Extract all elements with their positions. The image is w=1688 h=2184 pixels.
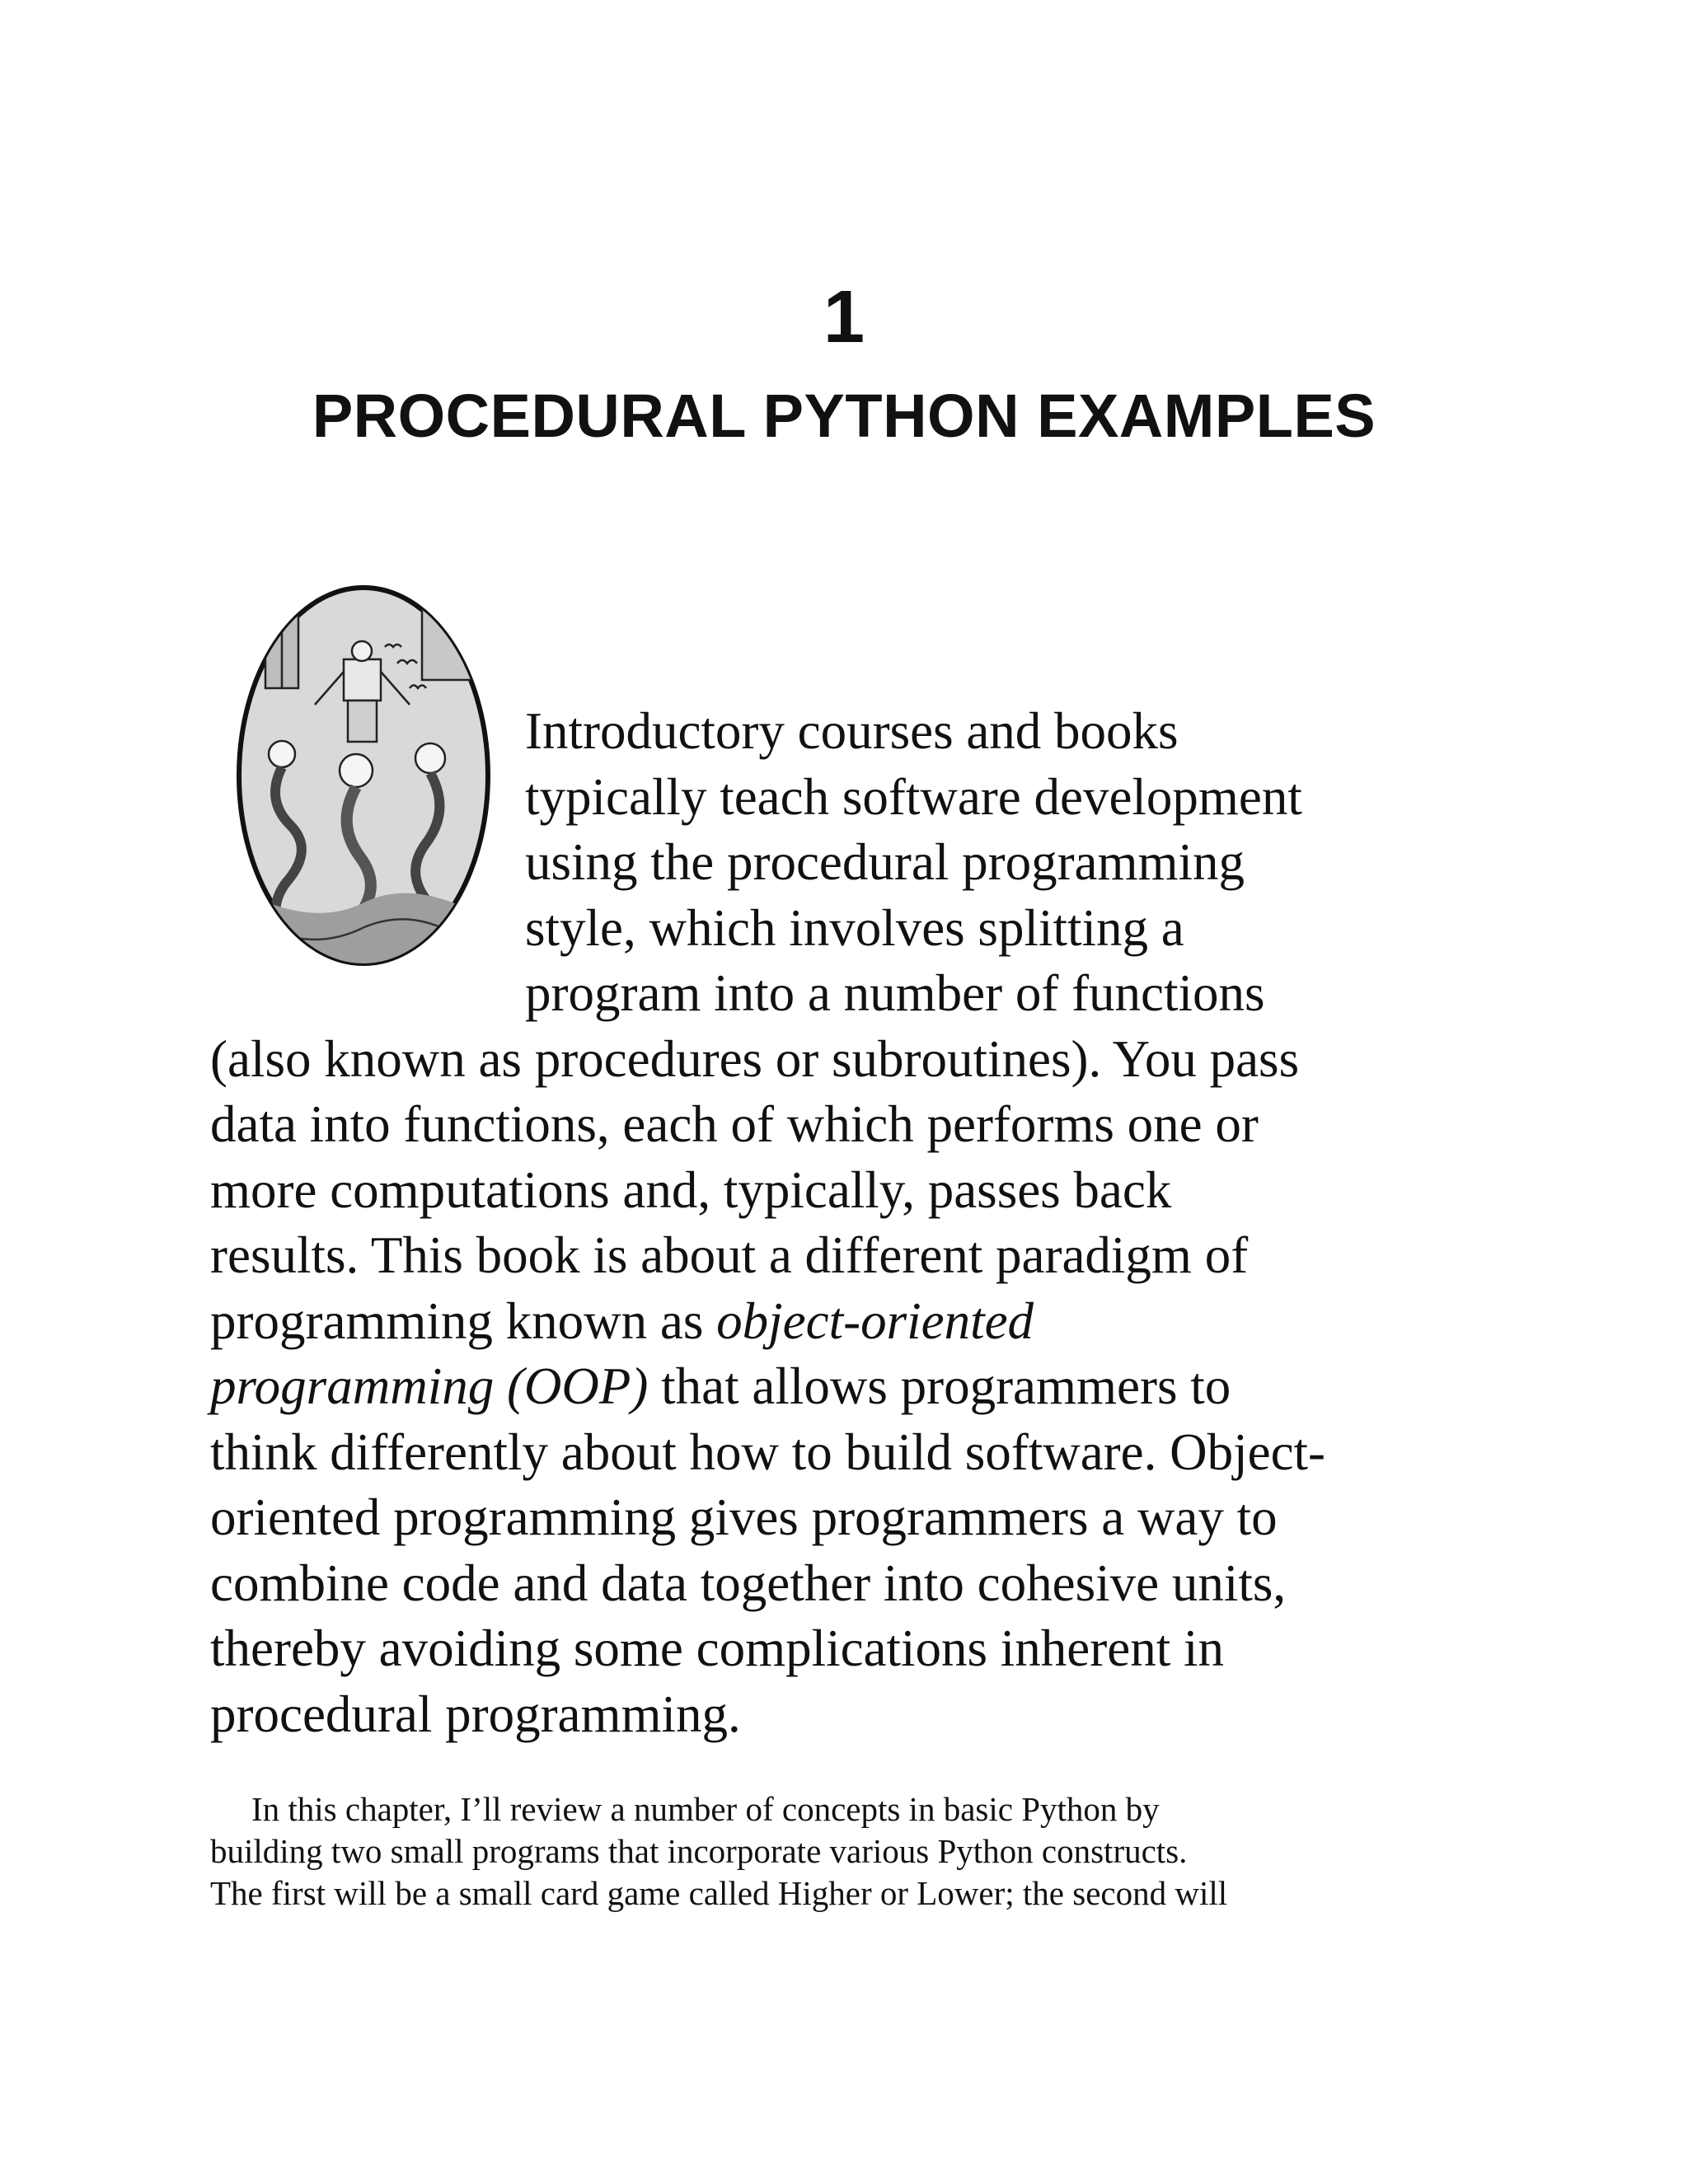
intro-line — [210, 1289, 1496, 1355]
body-line: In this chapter, I’ll review a number of concepts in basic Python by — [251, 1790, 1160, 1828]
intro-emphasis: object-oriented — [716, 1291, 1034, 1350]
intro-line: procedural programming. — [210, 1685, 741, 1743]
intro-line: program into a number of functions — [525, 964, 1265, 1022]
intro-line: using the procedural programming — [525, 833, 1245, 891]
intro-line: think differently about how to build software. Object- — [210, 1422, 1326, 1481]
intro-line: thereby avoiding some complications inherent in — [210, 1619, 1224, 1677]
body-line: The first will be a small card game called Higher or Lower; the second will — [210, 1874, 1228, 1912]
chapter-number: 1 — [823, 276, 865, 359]
intro-text: that allows programmers to — [648, 1357, 1231, 1415]
intro-line: more computations and, typically, passes back — [210, 1160, 1172, 1219]
intro-line: typically teach software development — [525, 767, 1302, 826]
body-line: building two small programs that incorporate various Python constructs. — [210, 1832, 1188, 1870]
intro-line: style, which involves splitting a — [525, 898, 1184, 957]
intro-line: Introductory courses and books — [525, 702, 1179, 760]
body-paragraph — [210, 1788, 1496, 1915]
intro-emphasis: programming (OOP) — [210, 1357, 649, 1415]
intro-paragraph — [210, 699, 1496, 1747]
intro-line: oriented programming gives programmers a way to — [210, 1488, 1278, 1546]
intro-line: combine code and data together into cohesive units, — [210, 1554, 1287, 1612]
chapter-title: PROCEDURAL PYTHON EXAMPLES — [312, 382, 1376, 450]
intro-text: programming known as — [210, 1291, 717, 1350]
intro-line: data into functions, each of which performs one or — [210, 1095, 1259, 1153]
intro-line: results. This book is about a different paradigm of — [210, 1226, 1249, 1284]
intro-line: (also known as procedures or subroutines). You pass — [210, 1029, 1300, 1088]
intro-line — [210, 1354, 1496, 1420]
